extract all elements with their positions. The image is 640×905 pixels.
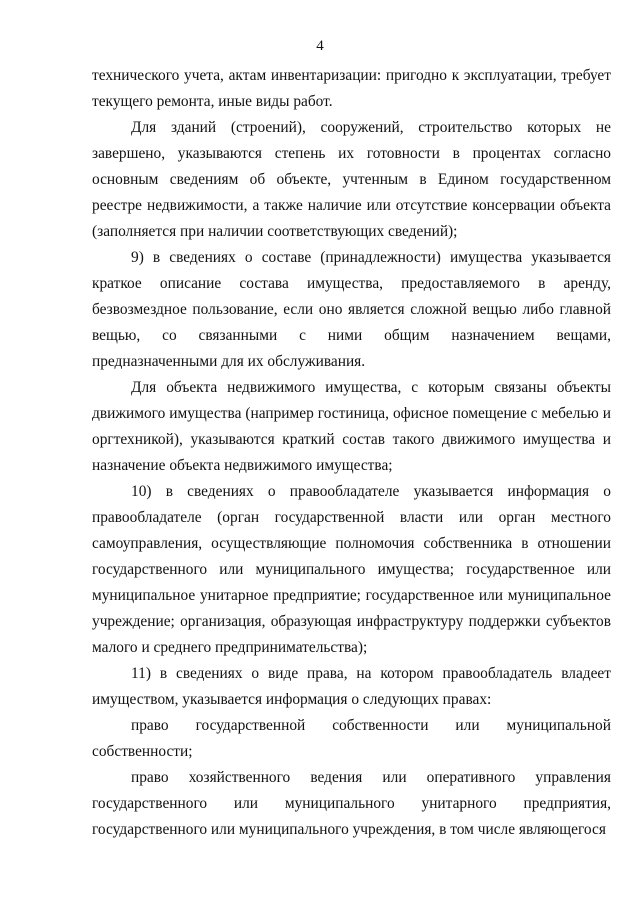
document-body — [92, 63, 611, 843]
paragraph-item-9: 9) в сведениях о составе (принадлежности) имущества указывается краткое описание состава имущества, предоставляемого в аренду, безвозмездное пользование, если оно является сложной вещью либо главной вещью, со связанными с ними общим назначением вещами, предназначенными для их обслуживания. — [92, 249, 611, 370]
page-number: 4 — [316, 38, 324, 54]
paragraph-continuation: технического учета, актам инвентаризации: пригодно к эксплуатации, требует текущего ремонта, иные виды работ. — [92, 67, 611, 110]
paragraph-unfinished-buildings: Для зданий (строений), сооружений, строительство которых не завершено, указываются степень их готовности в процентах согласно основным сведениям об объекте, учтенным в Едином государственном реестре недвижимости, а также наличие или отсутствие консервации объекта (заполняется при наличии соответствующих сведений); — [92, 119, 611, 240]
paragraph-item-10: 10) в сведениях о правообладателе указывается информация о правообладателе (орган государственной власти или орган местного самоуправления, осуществляющие полномочия собственника в отношении государственного или муниципального имущества; государственное или муниципальное унитарное предприятие; государственное или муниципальное учреждение; организация, образующая инфраструктуру поддержки субъектов малого и среднего предпринимательства); — [92, 483, 611, 656]
paragraph-ownership-right: право государственной собственности или муниципальной собственности; — [92, 717, 611, 760]
paragraph-item-11: 11) в сведениях о виде права, на котором правообладатель владеет имуществом, указывается информация о следующих правах: — [92, 665, 611, 708]
paragraph-movable-property: Для объекта недвижимого имущества, с которым связаны объекты движимого имущества (например гостиница, офисное помещение с мебелью и оргтехникой), указываются краткий состав такого движимого имущества и назначение объекта недвижимого имущества; — [92, 379, 611, 474]
paragraph-economic-management-right: право хозяйственного ведения или оперативного управления государственного или муниципального унитарного предприятия, государственного или муниципального учреждения, в том числе являющегося — [92, 769, 611, 838]
